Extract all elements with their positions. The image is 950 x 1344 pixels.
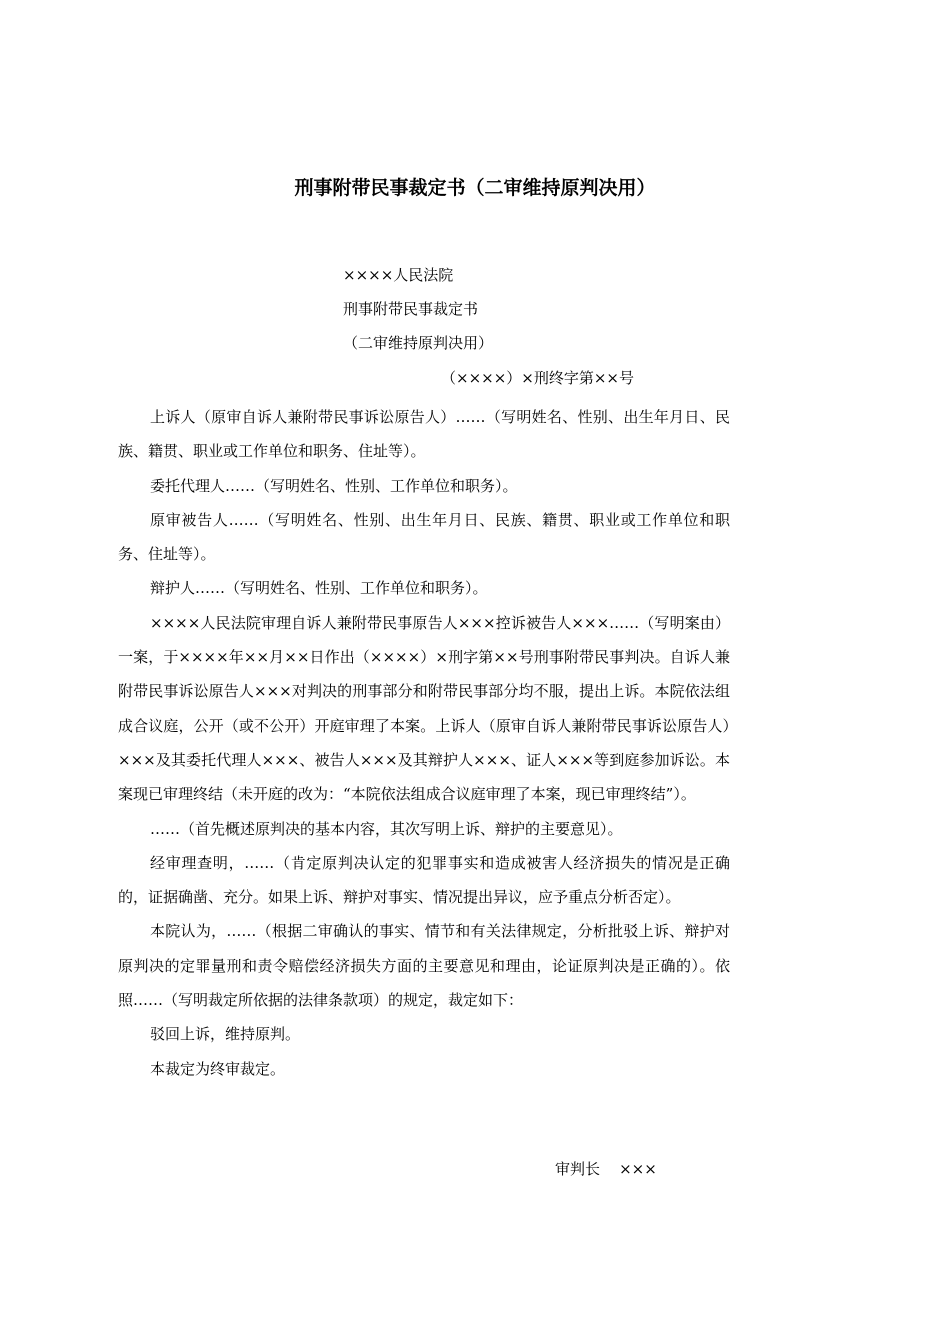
court-name: ××××人民法院	[343, 266, 454, 284]
document-title: 刑事附带民事裁定书（二审维持原判决用）	[294, 177, 656, 199]
signature-name: ×××	[619, 1160, 657, 1178]
document-usage: （二审维持原判决用）	[343, 334, 494, 352]
document-type: 刑事附带民事裁定书	[343, 300, 479, 318]
paragraph-defendant: 原审被告人……（写明姓名、性别、出生年月日、民族、籍贯、职业或工作单位和职务、住址等）。	[118, 510, 730, 564]
document-body	[118, 400, 730, 1086]
paragraph-case-history: ××××人民法院审理自诉人兼附带民事原告人×××控诉被告人×××……（写明案由）一案，于××××年××月××日作出（××××）×刑字第××号刑事附带民事判决。自诉人兼附带民事诉讼原告人×××对判决的刑事部分和附带民事部分均不服，提出上诉。本院依法组成合议庭，公开（或不公开）开庭审理了本案。上诉人（原审自诉人兼附带民事诉讼原告人）×××及其委托代理人×××、被告人×××及其辩护人×××、证人×××等到庭参加诉讼。本案现已审理终结（未开庭的改为：“本院依法组成合议庭审理了本案，现已审理终结”）。	[118, 613, 730, 804]
paragraph-reasoning: 本院认为，……（根据二审确认的事实、情节和有关法律规定，分析批驳上诉、辩护对原判决的定罪量刑和责令赔偿经济损失方面的主要意见和理由，论证原判决是正确的）。依照……（写明裁定所依据的法律条款项）的规定，裁定如下：	[118, 922, 730, 1010]
paragraph-ruling: 驳回上诉，维持原判。	[150, 1025, 301, 1044]
paragraph-appellant: 上诉人（原审自诉人兼附带民事诉讼原告人）……（写明姓名、性别、出生年月日、民族、籍贯、职业或工作单位和职务、住址等）。	[118, 408, 730, 461]
case-number: （××××）×刑终字第××号	[441, 369, 634, 387]
paragraph-summary: ……（首先概述原判决的基本内容，其次写明上诉、辩护的主要意见）。	[150, 819, 623, 838]
paragraph-final: 本裁定为终审裁定。	[150, 1059, 286, 1078]
signature-role: 审判长	[555, 1160, 601, 1178]
paragraph-findings: 经审理查明，……（肯定原判决认定的犯罪事实和造成被害人经济损失的情况是正确的，证据确凿、充分。如果上诉、辩护对事实、情况提出异议，应予重点分析否定）。	[118, 853, 730, 907]
paragraph-defender: 辩护人……（写明姓名、性别、工作单位和职务）。	[150, 579, 488, 598]
paragraph-agent: 委托代理人……（写明姓名、性别、工作单位和职务）。	[150, 476, 518, 495]
signature	[555, 1157, 657, 1181]
